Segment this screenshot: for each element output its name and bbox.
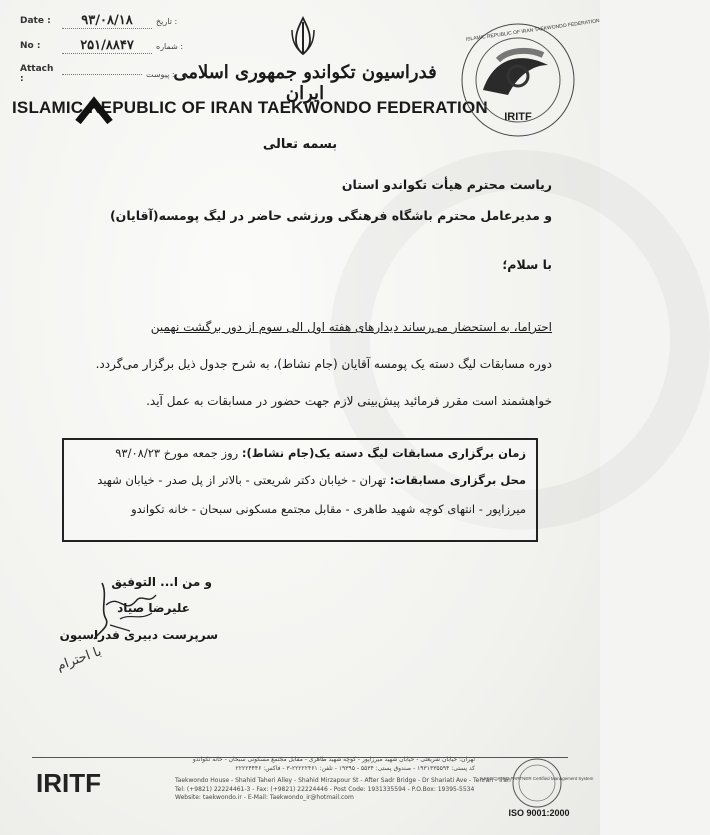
schedule-place — [66, 473, 526, 487]
invocation: بسمه تعالی — [262, 137, 338, 152]
date-value: ۹۳/۰۸/۱۸ — [62, 13, 152, 29]
signer-name: علیرضا صیاد — [117, 601, 190, 615]
footer-logo-text: IRITF — [36, 768, 101, 798]
footer-logo — [34, 762, 164, 802]
seal-logo-text: IRITF — [504, 111, 532, 123]
certification-badge-icon — [480, 755, 594, 830]
chevron-logo-icon — [74, 96, 114, 126]
number-label-fa: : شماره — [156, 41, 184, 51]
schedule-time-label: زمان برگزاری مسابقات لیگ دسته یک(جام نشاط): — [241, 446, 526, 460]
attach-field — [20, 64, 175, 84]
footer-web-en: Website: taekwondo.ir - E-Mail: Taekwondo_ir@hotmail.com — [175, 794, 354, 801]
date-field — [20, 13, 177, 29]
attach-label: Attach : — [20, 64, 54, 84]
date-label: Date : — [20, 16, 51, 26]
schedule-box — [62, 438, 538, 542]
footer-contact — [175, 756, 511, 803]
addressee-line-1: ریاست محترم هیأت تکواندو استان — [341, 177, 552, 192]
iso-label: ISO 9001:2000 — [508, 808, 570, 818]
schedule-place-label: محل برگزاری مسابقات: — [389, 473, 526, 487]
schedule-time-value: روز جمعه مورخ ۹۳/۰۸/۲۳ — [115, 446, 239, 460]
schedule-place-value-1: تهران - خیابان دکتر شریعتی - بالاتر از پل صدر - خیابان شهید — [97, 473, 387, 487]
greeting: با سلام؛ — [502, 257, 552, 272]
attach-label-fa: : پیوست — [146, 69, 175, 79]
paragraph-2: خواهشمند است مقرر فرمائید پیش‌بینی لازم جهت حضور در مسابقات به عمل آید. — [146, 394, 552, 408]
seal-ring-text: ISLAMIC REPUBLIC OF IRAN TAEKWONDO FEDERATION — [465, 18, 601, 43]
number-field — [20, 38, 183, 54]
number-label: No : — [20, 41, 41, 51]
iran-emblem-icon — [290, 16, 316, 56]
federation-name-en: ISLAMIC REPUBLIC OF IRAN TAEKWONDO FEDERATION — [12, 98, 488, 117]
closing-phrase: و من ا... التوفیق — [111, 575, 212, 589]
cert-text: ASSOCIATED PARTNER Certified Management System — [480, 776, 594, 781]
schedule-time — [66, 446, 526, 460]
attach-value — [62, 74, 142, 75]
footer-address-en: Taekwondo House - Shahid Taheri Alley - Shahid Mirzapour St - After Sadr Bridge - Dr Shariati Ave - Tehran - Iran — [175, 777, 511, 784]
handwritten-signature — [90, 575, 170, 645]
federation-seal-logo — [448, 18, 601, 140]
handwritten-note: با احترام — [55, 644, 104, 675]
footer-phone-en: Tel: (+9821) 22224461-3 - Fax: (+9821) 22224446 - Post Code: 1931335594 - P.O.Box: 19395-5534 — [175, 785, 475, 793]
schedule-place-cont: میرزاپور - انتهای کوچه شهید طاهری - مقابل مجتمع مسکونی سبحان - خانه تکواندو — [131, 502, 526, 516]
signer-title: سرپرست دبیری فدراسیون — [59, 628, 218, 642]
date-label-fa: : تاریخ — [156, 16, 178, 26]
federation-name-fa: فدراسیون تکواندو جمهوری اسلامی ایران — [173, 62, 437, 104]
paragraph-1-line-2: دوره مسابقات لیگ دسته یک پومسه آقایان (جام نشاط)، به شرح جدول ذیل برگزار می‌گردد. — [95, 357, 552, 371]
addressee-line-2: و مدیرعامل محترم باشگاه فرهنگی ورزشی حاضر در لیگ پومسه(آقایان) — [109, 208, 552, 223]
number-value: ۲۵۱/۸۸۴۷ — [62, 38, 152, 54]
paragraph-1-line-1: احتراما، به استحضار می‌رساند دیدارهای هفته اول الی سوم از دور برگشت نهمین — [150, 320, 552, 334]
footer-postal-fa: کد پستی: ۱۹۳۱۳۳۵۵۹۴ - صندوق پستی: ۵۵۳۴ - ۱۹۳۹۵ - تلفن: ۲۲۲۲۲۴۶۱-۳ - فاکس: ۲۲۲۲۴۴۴۶ — [235, 764, 475, 772]
footer-address-fa: تهران: خیابان شریعتی - خیابان شهید میرزاپور - کوچه شهید طاهری - مقابل مجتمع مسکونی سبحان - خانه تکواندو — [192, 756, 475, 763]
